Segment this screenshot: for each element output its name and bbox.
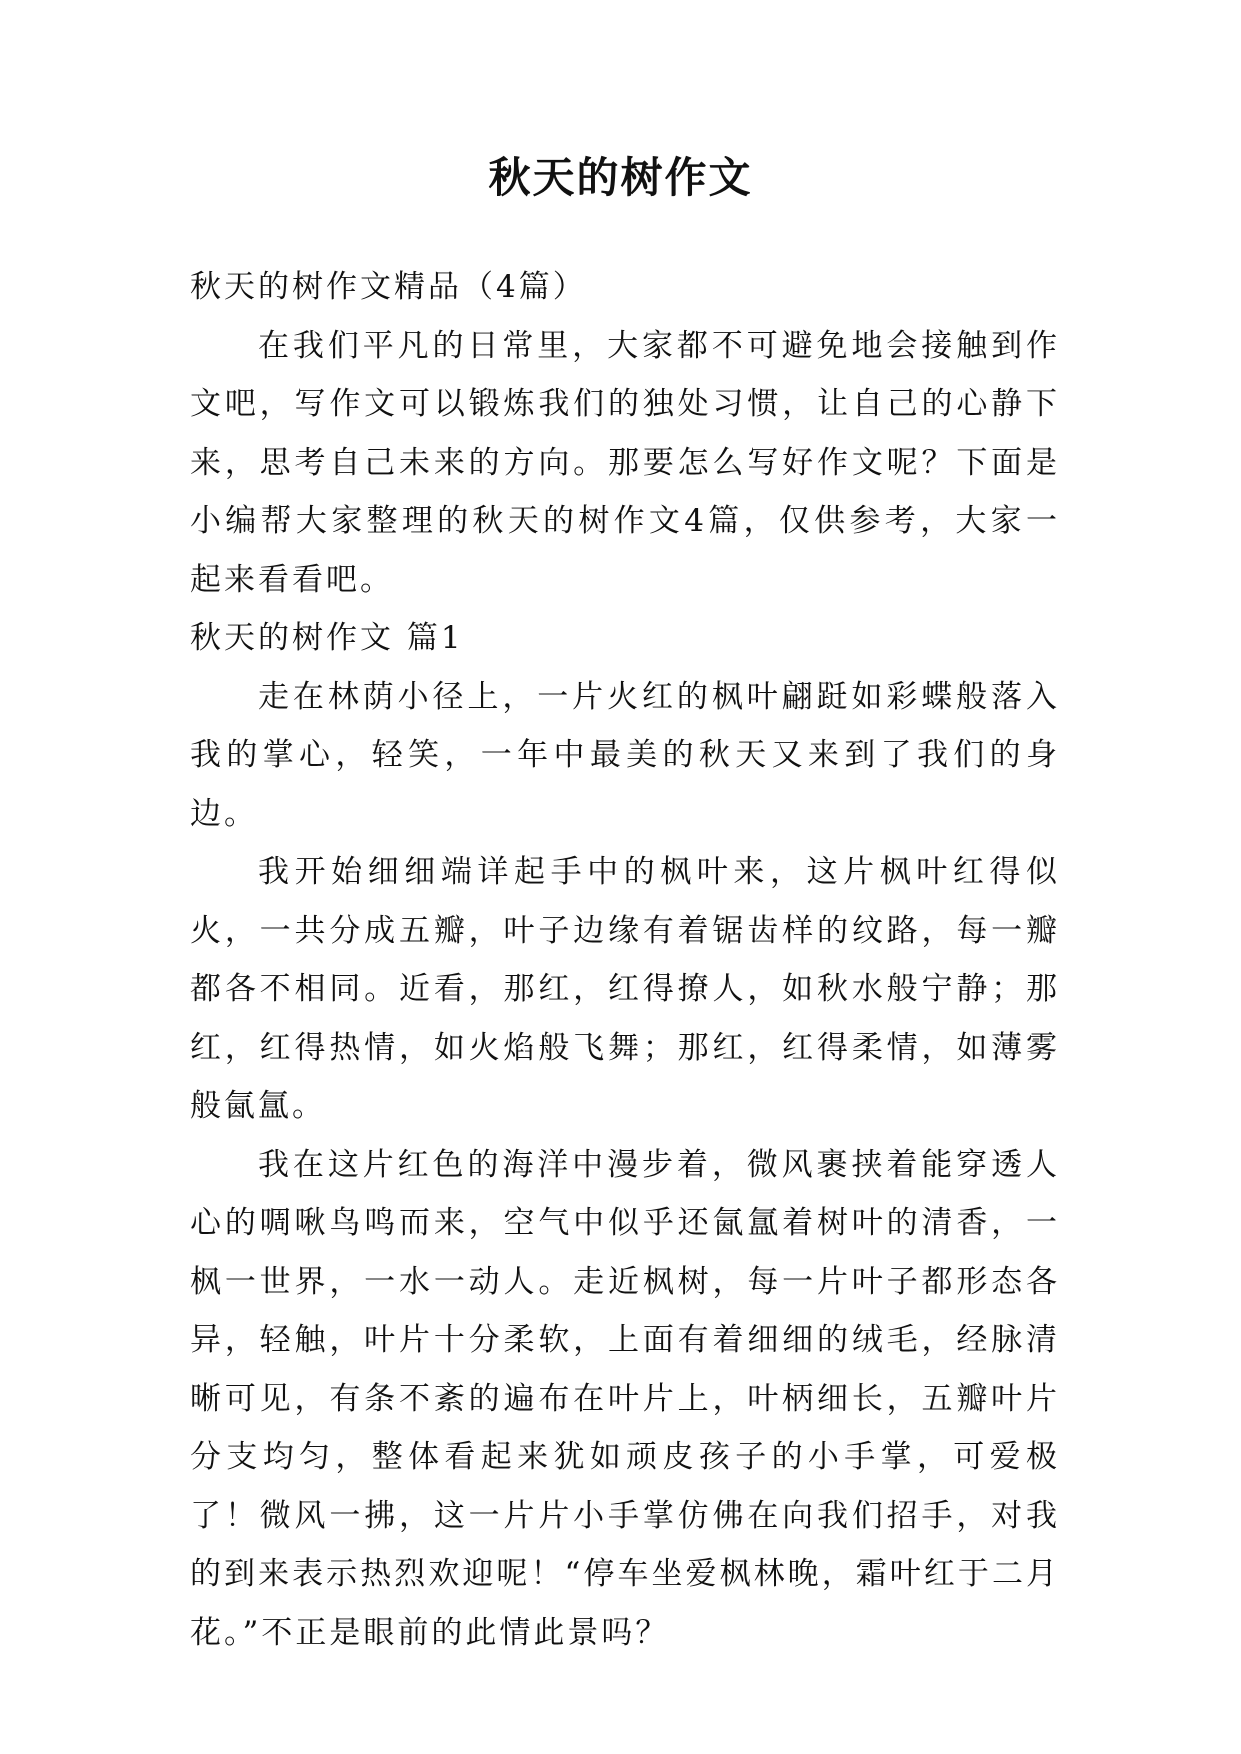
document-body (190, 258, 1060, 1662)
document-subtitle: 秋天的树作文精品（4篇） (190, 269, 587, 305)
body-paragraph: 我在这片红色的海洋中漫步着，微风裹挟着能穿透人心的啁啾鸟鸣而来，空气中似乎还氤氲着树叶的清香，一枫一世界，一水一动人。走近枫树，每一片叶子都形态各异，轻触，叶片十分柔软，上面有着细细的绒毛，经脉清晰可见，有条不紊的遍布在叶片上，叶柄细长，五瓣叶片分支均匀，整体看起来犹如顽皮孩子的小手掌，可爱极了！微风一拂，这一片片小手掌仿佛在向我们招手，对我的到来表示热烈欢迎呢！“停车坐爱枫林晚，霜叶红于二月花。”不正是眼前的此情此景吗？ (190, 1146, 1060, 1651)
intro-paragraph: 在我们平凡的日常里，大家都不可避免地会接触到作文吧，写作文可以锻炼我们的独处习惯，让自己的心静下来，思考自己未来的方向。那要怎么写好作文呢？下面是小编帮大家整理的秋天的树作文4篇，仅供参考，大家一起来看看吧。 (190, 327, 1060, 598)
body-paragraph: 走在林荫小径上，一片火红的枫叶翩跹如彩蝶般落入我的掌心，轻笑，一年中最美的秋天又来到了我们的身边。 (190, 678, 1060, 832)
document-title: 秋天的树作文 (488, 153, 753, 202)
section-heading: 秋天的树作文 篇1 (190, 620, 464, 656)
body-paragraph: 我开始细细端详起手中的枫叶来，这片枫叶红得似火，一共分成五瓣，叶子边缘有着锯齿样的纹路，每一瓣都各不相同。近看，那红，红得撩人，如秋水般宁静；那红，红得热情，如火焰般飞舞；那红，红得柔情，如薄雾般氤氲。 (190, 854, 1060, 1124)
